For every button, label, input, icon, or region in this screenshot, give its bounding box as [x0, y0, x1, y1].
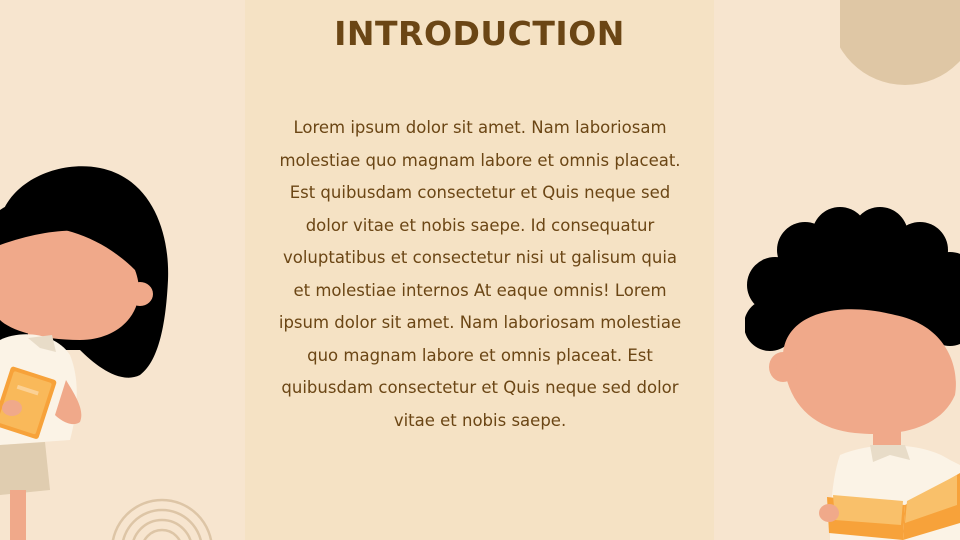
circle-decoration [840, 0, 960, 90]
boy-with-book-illustration [745, 205, 960, 540]
girl-with-book-illustration [0, 160, 175, 540]
slide-body-text: Lorem ipsum dolor sit amet. Nam laboriosam molestiae quo magnam labore et omnis placeat. Est quibusdam consectetur et Quis neque sed dolor vitae et nobis saepe. Id consequatur voluptatibus et consectetur nisi ut galisum quia et molestiae internos At eaque omnis! Lorem ipsum dolor sit amet. Nam laboriosam molestiae quo magnam labore et omnis placeat. Est quibusdam consectetur et Quis neque sed dolor vitae et nobis saepe. [278, 118, 682, 430]
slide-title: INTRODUCTION [334, 14, 625, 53]
